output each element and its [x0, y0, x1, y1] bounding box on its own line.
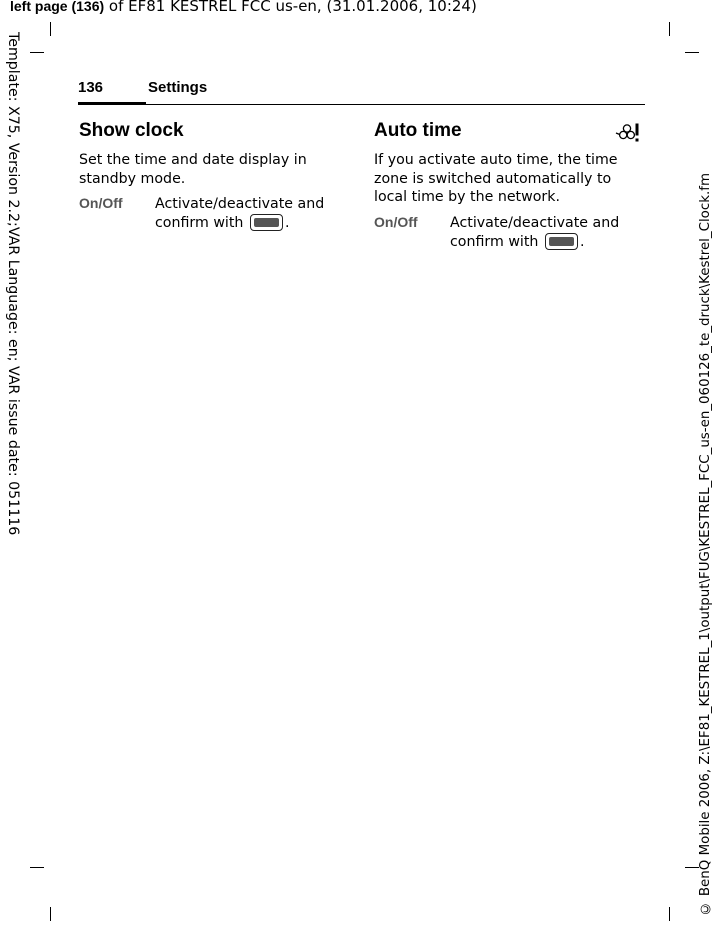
page-section-title: Settings	[148, 79, 208, 96]
file-path-text: © BenQ Mobile 2006, Z:\EF81_KESTREL_1\output\FUG\KESTREL_FCC_us-en_060126_te_druck\Kestrel_Clock.fm	[697, 172, 713, 915]
auto-time-title: Auto time	[374, 120, 462, 141]
crop-mark	[669, 22, 670, 36]
auto-time-option-label: On/Off	[374, 214, 418, 230]
crop-mark	[685, 52, 699, 53]
crop-mark	[50, 907, 51, 921]
print-header-lead: left page (136)	[10, 0, 105, 14]
center-key-icon	[250, 214, 283, 231]
text-line: standby mode.	[79, 170, 186, 187]
template-info-margin	[6, 32, 20, 552]
show-clock-option-description	[155, 195, 324, 232]
text-line: zone is switched automatically to	[374, 170, 612, 187]
crop-mark	[50, 22, 51, 36]
auto-time-option-description	[450, 214, 619, 251]
print-header	[10, 0, 477, 15]
text-line: confirm with	[450, 233, 539, 250]
text-line: confirm with	[155, 214, 244, 231]
text-line: Activate/deactivate and	[155, 196, 325, 212]
text-line: Activate/deactivate and	[450, 215, 620, 231]
text-line	[155, 214, 324, 233]
page-number: 136	[78, 79, 104, 96]
period: .	[579, 233, 585, 250]
period: .	[284, 214, 290, 231]
show-clock-option-label: On/Off	[79, 195, 123, 211]
auto-time-description	[374, 151, 618, 207]
show-clock-title: Show clock	[79, 120, 184, 141]
show-clock-description	[79, 151, 307, 188]
network-service-icon	[615, 120, 641, 146]
text-line: If you activate auto time, the time	[374, 152, 618, 168]
print-header-rest: of EF81 KESTREL FCC us-en, (31.01.2006, 10:24)	[104, 0, 477, 15]
center-key-icon	[545, 233, 578, 250]
crop-mark	[30, 52, 44, 53]
text-line	[450, 233, 619, 252]
header-rule-accent	[78, 102, 146, 105]
text-line: local time by the network.	[374, 189, 560, 206]
crop-mark	[669, 907, 670, 921]
text-line: Set the time and date display in	[79, 152, 307, 168]
file-path-margin	[697, 115, 713, 915]
template-info-text: Template: X75, Version 2.2;VAR Language: en; VAR issue date: 051116	[5, 32, 21, 536]
header-rule	[78, 104, 645, 105]
crop-mark	[30, 867, 44, 868]
